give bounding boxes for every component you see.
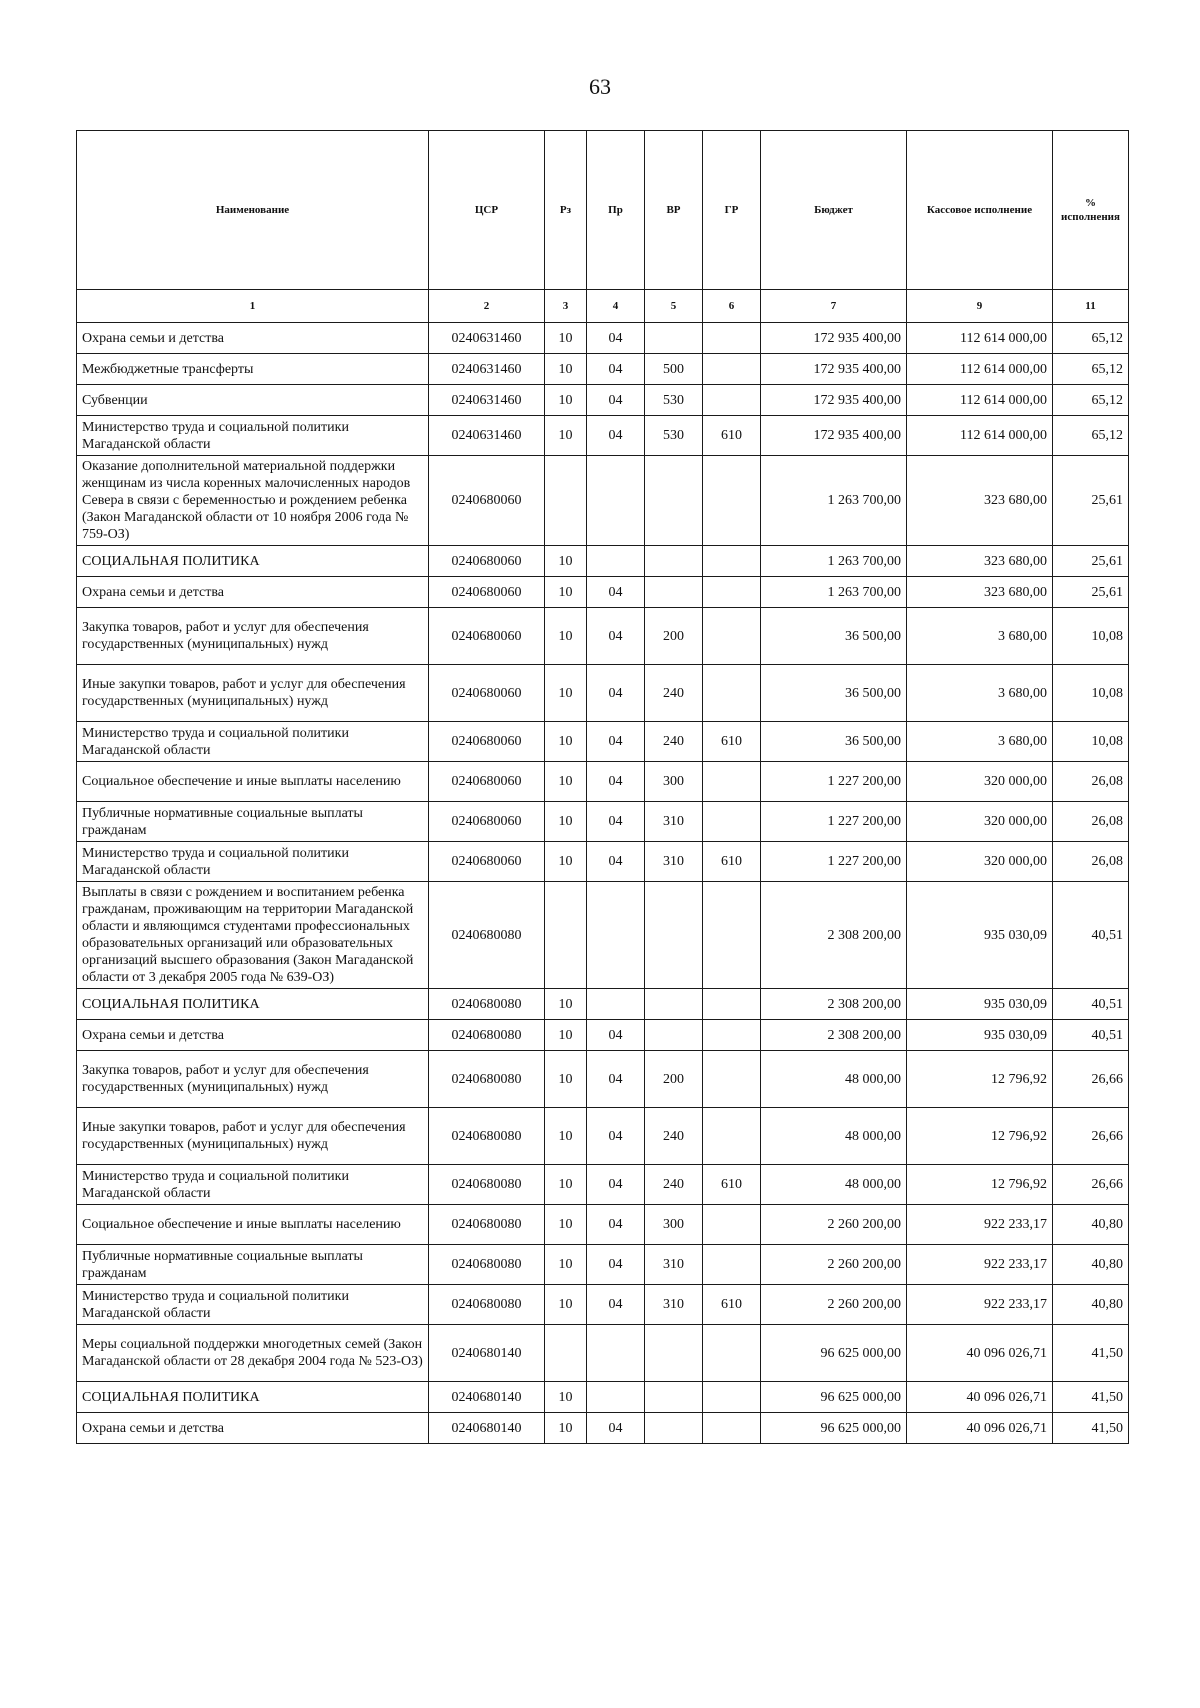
cell-cash-execution: 320 000,00 — [907, 762, 1053, 802]
cell-csr: 0240680060 — [429, 762, 545, 802]
cell-gr — [703, 546, 761, 577]
cell-execution-percent: 65,12 — [1053, 416, 1129, 456]
cell-csr: 0240680080 — [429, 1020, 545, 1051]
cell-rz: 10 — [545, 1245, 587, 1285]
cell-budget: 2 308 200,00 — [761, 1020, 907, 1051]
cell-pr: 04 — [587, 385, 645, 416]
cell-budget: 1 227 200,00 — [761, 762, 907, 802]
cell-csr: 0240680080 — [429, 989, 545, 1020]
table-row — [77, 1325, 1129, 1382]
cell-pr — [587, 1325, 645, 1382]
cell-gr: 610 — [703, 1165, 761, 1205]
cell-cash-execution: 320 000,00 — [907, 842, 1053, 882]
cell-gr — [703, 354, 761, 385]
cell-csr: 0240680140 — [429, 1325, 545, 1382]
cell-csr: 0240680060 — [429, 722, 545, 762]
cell-pr — [587, 989, 645, 1020]
cell-name: Субвенции — [77, 385, 429, 416]
cell-pr — [587, 456, 645, 546]
cell-gr — [703, 1020, 761, 1051]
cell-rz: 10 — [545, 989, 587, 1020]
header-vr: ВР — [645, 131, 703, 290]
cell-csr: 0240680060 — [429, 456, 545, 546]
cell-gr — [703, 456, 761, 546]
cell-name: СОЦИАЛЬНАЯ ПОЛИТИКА — [77, 989, 429, 1020]
cell-rz: 10 — [545, 1413, 587, 1444]
cell-csr: 0240680140 — [429, 1413, 545, 1444]
cell-vr — [645, 546, 703, 577]
cell-rz: 10 — [545, 762, 587, 802]
cell-gr: 610 — [703, 416, 761, 456]
cell-execution-percent: 26,08 — [1053, 842, 1129, 882]
cell-cash-execution: 40 096 026,71 — [907, 1382, 1053, 1413]
cell-csr: 0240680080 — [429, 1205, 545, 1245]
cell-vr: 530 — [645, 416, 703, 456]
table-row — [77, 842, 1129, 882]
table-row — [77, 1020, 1129, 1051]
cell-csr: 0240680060 — [429, 577, 545, 608]
table-row — [77, 1205, 1129, 1245]
cell-rz: 10 — [545, 1165, 587, 1205]
cell-pr: 04 — [587, 1245, 645, 1285]
table-body — [77, 323, 1129, 1444]
cell-name: Социальное обеспечение и иные выплаты населению — [77, 762, 429, 802]
cell-execution-percent: 25,61 — [1053, 577, 1129, 608]
cell-pr: 04 — [587, 1020, 645, 1051]
cell-gr — [703, 385, 761, 416]
cell-cash-execution: 323 680,00 — [907, 546, 1053, 577]
column-number: 9 — [907, 290, 1053, 323]
cell-budget: 2 260 200,00 — [761, 1245, 907, 1285]
cell-name: Министерство труда и социальной политики Магаданской области — [77, 722, 429, 762]
cell-rz: 10 — [545, 385, 587, 416]
table-row — [77, 546, 1129, 577]
table-row — [77, 577, 1129, 608]
cell-name: Министерство труда и социальной политики Магаданской области — [77, 416, 429, 456]
cell-csr: 0240680080 — [429, 1108, 545, 1165]
cell-budget: 172 935 400,00 — [761, 354, 907, 385]
table-row — [77, 354, 1129, 385]
cell-gr — [703, 1325, 761, 1382]
cell-vr — [645, 323, 703, 354]
cell-vr: 530 — [645, 385, 703, 416]
cell-csr: 0240631460 — [429, 323, 545, 354]
cell-pr — [587, 546, 645, 577]
table-row — [77, 385, 1129, 416]
table-row — [77, 762, 1129, 802]
cell-gr — [703, 762, 761, 802]
cell-gr — [703, 802, 761, 842]
table-row — [77, 802, 1129, 842]
cell-gr — [703, 989, 761, 1020]
cell-gr — [703, 882, 761, 989]
cell-csr: 0240631460 — [429, 385, 545, 416]
cell-gr — [703, 1413, 761, 1444]
cell-cash-execution: 922 233,17 — [907, 1285, 1053, 1325]
cell-vr: 200 — [645, 608, 703, 665]
cell-cash-execution: 112 614 000,00 — [907, 416, 1053, 456]
cell-vr: 310 — [645, 1285, 703, 1325]
cell-vr: 310 — [645, 842, 703, 882]
cell-csr: 0240680060 — [429, 842, 545, 882]
table-row — [77, 1285, 1129, 1325]
table-row — [77, 989, 1129, 1020]
cell-cash-execution: 320 000,00 — [907, 802, 1053, 842]
cell-rz: 10 — [545, 1108, 587, 1165]
table-row — [77, 323, 1129, 354]
header-row — [77, 131, 1129, 290]
cell-name: СОЦИАЛЬНАЯ ПОЛИТИКА — [77, 1382, 429, 1413]
cell-vr — [645, 1020, 703, 1051]
cell-cash-execution: 112 614 000,00 — [907, 385, 1053, 416]
cell-cash-execution: 935 030,09 — [907, 1020, 1053, 1051]
cell-gr: 610 — [703, 1285, 761, 1325]
cell-vr — [645, 1382, 703, 1413]
table-row — [77, 722, 1129, 762]
cell-execution-percent: 40,51 — [1053, 882, 1129, 989]
cell-cash-execution: 323 680,00 — [907, 456, 1053, 546]
cell-budget: 36 500,00 — [761, 722, 907, 762]
cell-cash-execution: 922 233,17 — [907, 1245, 1053, 1285]
cell-csr: 0240680080 — [429, 1285, 545, 1325]
cell-name: Иные закупки товаров, работ и услуг для обеспечения государственных (муниципальных) нужд — [77, 1108, 429, 1165]
cell-cash-execution: 3 680,00 — [907, 722, 1053, 762]
cell-budget: 2 308 200,00 — [761, 989, 907, 1020]
cell-csr: 0240631460 — [429, 416, 545, 456]
cell-name: Выплаты в связи с рождением и воспитанием ребенка гражданам, проживающим на территории Магаданской области и являющимся студентами профессиональных образовательных организаций или образовательных организаций высшего образования (Закон Магаданской области от 3 декабря 2005 года № 639-ОЗ) — [77, 882, 429, 989]
cell-rz: 10 — [545, 416, 587, 456]
cell-pr: 04 — [587, 1108, 645, 1165]
cell-cash-execution: 40 096 026,71 — [907, 1413, 1053, 1444]
header-csr: ЦСР — [429, 131, 545, 290]
cell-execution-percent: 10,08 — [1053, 722, 1129, 762]
cell-csr: 0240680080 — [429, 882, 545, 989]
cell-vr — [645, 989, 703, 1020]
cell-gr — [703, 1205, 761, 1245]
cell-execution-percent: 40,80 — [1053, 1285, 1129, 1325]
cell-cash-execution: 40 096 026,71 — [907, 1325, 1053, 1382]
cell-execution-percent: 25,61 — [1053, 546, 1129, 577]
cell-name: Публичные нормативные социальные выплаты гражданам — [77, 1245, 429, 1285]
column-number: 5 — [645, 290, 703, 323]
cell-name: Межбюджетные трансферты — [77, 354, 429, 385]
cell-rz: 10 — [545, 1285, 587, 1325]
cell-name: Охрана семьи и детства — [77, 577, 429, 608]
table-row — [77, 1108, 1129, 1165]
cell-execution-percent: 40,80 — [1053, 1245, 1129, 1285]
cell-pr — [587, 1382, 645, 1413]
table-row — [77, 456, 1129, 546]
table-row — [77, 882, 1129, 989]
cell-rz: 10 — [545, 1020, 587, 1051]
cell-vr — [645, 1325, 703, 1382]
cell-rz — [545, 456, 587, 546]
cell-name: Министерство труда и социальной политики Магаданской области — [77, 842, 429, 882]
header-pr: Пр — [587, 131, 645, 290]
cell-vr: 240 — [645, 1108, 703, 1165]
cell-rz: 10 — [545, 546, 587, 577]
cell-gr — [703, 608, 761, 665]
cell-execution-percent: 65,12 — [1053, 354, 1129, 385]
cell-budget: 1 263 700,00 — [761, 546, 907, 577]
cell-name: Меры социальной поддержки многодетных семей (Закон Магаданской области от 28 декабря 2004 года № 523-ОЗ) — [77, 1325, 429, 1382]
cell-execution-percent: 26,08 — [1053, 762, 1129, 802]
cell-budget: 1 227 200,00 — [761, 842, 907, 882]
cell-pr: 04 — [587, 1205, 645, 1245]
cell-budget: 96 625 000,00 — [761, 1382, 907, 1413]
cell-name: Публичные нормативные социальные выплаты гражданам — [77, 802, 429, 842]
cell-rz: 10 — [545, 842, 587, 882]
cell-csr: 0240680060 — [429, 665, 545, 722]
cell-gr — [703, 665, 761, 722]
cell-rz — [545, 1325, 587, 1382]
cell-execution-percent: 40,80 — [1053, 1205, 1129, 1245]
cell-gr: 610 — [703, 722, 761, 762]
cell-budget: 172 935 400,00 — [761, 323, 907, 354]
cell-gr — [703, 1245, 761, 1285]
cell-csr: 0240680060 — [429, 546, 545, 577]
cell-rz: 10 — [545, 802, 587, 842]
cell-name: Социальное обеспечение и иные выплаты населению — [77, 1205, 429, 1245]
cell-vr: 300 — [645, 1205, 703, 1245]
table-row — [77, 665, 1129, 722]
cell-budget: 2 260 200,00 — [761, 1205, 907, 1245]
cell-csr: 0240680080 — [429, 1051, 545, 1108]
cell-vr: 310 — [645, 1245, 703, 1285]
cell-rz — [545, 882, 587, 989]
table-row — [77, 608, 1129, 665]
cell-cash-execution: 3 680,00 — [907, 665, 1053, 722]
cell-cash-execution: 935 030,09 — [907, 989, 1053, 1020]
cell-pr — [587, 882, 645, 989]
cell-pr: 04 — [587, 762, 645, 802]
cell-budget: 96 625 000,00 — [761, 1325, 907, 1382]
header-rz: Рз — [545, 131, 587, 290]
page-number: 63 — [589, 74, 611, 99]
cell-pr: 04 — [587, 1051, 645, 1108]
cell-name: Министерство труда и социальной политики Магаданской области — [77, 1285, 429, 1325]
cell-vr — [645, 577, 703, 608]
header-gr: ГР — [703, 131, 761, 290]
cell-vr: 240 — [645, 722, 703, 762]
cell-pr: 04 — [587, 577, 645, 608]
cell-name: Закупка товаров, работ и услуг для обеспечения государственных (муниципальных) нужд — [77, 608, 429, 665]
cell-execution-percent: 65,12 — [1053, 385, 1129, 416]
cell-pr: 04 — [587, 842, 645, 882]
cell-rz: 10 — [545, 608, 587, 665]
cell-budget: 2 260 200,00 — [761, 1285, 907, 1325]
cell-execution-percent: 26,66 — [1053, 1108, 1129, 1165]
cell-vr — [645, 1413, 703, 1444]
cell-pr: 04 — [587, 802, 645, 842]
cell-csr: 0240631460 — [429, 354, 545, 385]
column-number: 7 — [761, 290, 907, 323]
cell-cash-execution: 112 614 000,00 — [907, 354, 1053, 385]
cell-name: Оказание дополнительной материальной поддержки женщинам из числа коренных малочисленных народов Севера в связи с беременностью и рождением ребенка (Закон Магаданской области от 10 ноября 2006 года № 759-ОЗ) — [77, 456, 429, 546]
cell-pr: 04 — [587, 1285, 645, 1325]
cell-pr: 04 — [587, 1165, 645, 1205]
cell-budget: 48 000,00 — [761, 1108, 907, 1165]
cell-execution-percent: 40,51 — [1053, 989, 1129, 1020]
cell-gr — [703, 323, 761, 354]
cell-vr: 200 — [645, 1051, 703, 1108]
column-number: 4 — [587, 290, 645, 323]
cell-name: Охрана семьи и детства — [77, 323, 429, 354]
cell-name: Министерство труда и социальной политики Магаданской области — [77, 1165, 429, 1205]
cell-pr: 04 — [587, 665, 645, 722]
table-row — [77, 1165, 1129, 1205]
header-name: Наименование — [77, 131, 429, 290]
cell-pr: 04 — [587, 608, 645, 665]
table-row — [77, 1051, 1129, 1108]
cell-execution-percent: 41,50 — [1053, 1325, 1129, 1382]
cell-execution-percent: 10,08 — [1053, 608, 1129, 665]
cell-gr — [703, 1108, 761, 1165]
cell-rz: 10 — [545, 354, 587, 385]
cell-gr — [703, 1051, 761, 1108]
cell-pr: 04 — [587, 1413, 645, 1444]
cell-cash-execution: 12 796,92 — [907, 1051, 1053, 1108]
column-number: 3 — [545, 290, 587, 323]
cell-name: Охрана семьи и детства — [77, 1413, 429, 1444]
cell-name: Иные закупки товаров, работ и услуг для обеспечения государственных (муниципальных) нужд — [77, 665, 429, 722]
cell-name: Охрана семьи и детства — [77, 1020, 429, 1051]
cell-csr: 0240680140 — [429, 1382, 545, 1413]
header-cash-execution: Кассовое исполнение — [907, 131, 1053, 290]
cell-vr: 500 — [645, 354, 703, 385]
cell-budget: 96 625 000,00 — [761, 1413, 907, 1444]
cell-vr — [645, 456, 703, 546]
cell-cash-execution: 3 680,00 — [907, 608, 1053, 665]
cell-pr: 04 — [587, 416, 645, 456]
cell-cash-execution: 323 680,00 — [907, 577, 1053, 608]
cell-gr — [703, 1382, 761, 1413]
column-number: 11 — [1053, 290, 1129, 323]
cell-execution-percent: 25,61 — [1053, 456, 1129, 546]
cell-pr: 04 — [587, 323, 645, 354]
cell-budget: 1 227 200,00 — [761, 802, 907, 842]
column-number: 6 — [703, 290, 761, 323]
cell-rz: 10 — [545, 665, 587, 722]
cell-vr: 310 — [645, 802, 703, 842]
cell-budget: 1 263 700,00 — [761, 577, 907, 608]
column-number: 1 — [77, 290, 429, 323]
cell-csr: 0240680060 — [429, 608, 545, 665]
cell-cash-execution: 12 796,92 — [907, 1108, 1053, 1165]
cell-rz: 10 — [545, 1382, 587, 1413]
cell-gr — [703, 577, 761, 608]
cell-execution-percent: 40,51 — [1053, 1020, 1129, 1051]
cell-rz: 10 — [545, 1051, 587, 1108]
cell-cash-execution: 12 796,92 — [907, 1165, 1053, 1205]
cell-gr: 610 — [703, 842, 761, 882]
table-row — [77, 416, 1129, 456]
cell-budget: 48 000,00 — [761, 1165, 907, 1205]
cell-budget: 36 500,00 — [761, 608, 907, 665]
cell-vr: 240 — [645, 1165, 703, 1205]
header-execution-percent: % исполнения — [1053, 131, 1129, 290]
cell-rz: 10 — [545, 323, 587, 354]
cell-rz: 10 — [545, 722, 587, 762]
cell-vr — [645, 882, 703, 989]
cell-rz: 10 — [545, 577, 587, 608]
cell-name: Закупка товаров, работ и услуг для обеспечения государственных (муниципальных) нужд — [77, 1051, 429, 1108]
cell-csr: 0240680080 — [429, 1165, 545, 1205]
cell-cash-execution: 112 614 000,00 — [907, 323, 1053, 354]
cell-budget: 1 263 700,00 — [761, 456, 907, 546]
header-budget: Бюджет — [761, 131, 907, 290]
column-number: 2 — [429, 290, 545, 323]
column-number-row — [77, 290, 1129, 323]
cell-pr: 04 — [587, 354, 645, 385]
cell-cash-execution: 935 030,09 — [907, 882, 1053, 989]
cell-budget: 2 308 200,00 — [761, 882, 907, 989]
cell-budget: 172 935 400,00 — [761, 416, 907, 456]
table-row — [77, 1245, 1129, 1285]
cell-budget: 48 000,00 — [761, 1051, 907, 1108]
cell-execution-percent: 26,08 — [1053, 802, 1129, 842]
cell-budget: 36 500,00 — [761, 665, 907, 722]
cell-rz: 10 — [545, 1205, 587, 1245]
cell-execution-percent: 65,12 — [1053, 323, 1129, 354]
cell-csr: 0240680060 — [429, 802, 545, 842]
cell-vr: 300 — [645, 762, 703, 802]
cell-csr: 0240680080 — [429, 1245, 545, 1285]
table-row — [77, 1413, 1129, 1444]
budget-execution-table — [76, 130, 1129, 1444]
table-row — [77, 1382, 1129, 1413]
cell-pr: 04 — [587, 722, 645, 762]
cell-name: СОЦИАЛЬНАЯ ПОЛИТИКА — [77, 546, 429, 577]
cell-vr: 240 — [645, 665, 703, 722]
cell-execution-percent: 41,50 — [1053, 1413, 1129, 1444]
cell-execution-percent: 41,50 — [1053, 1382, 1129, 1413]
cell-execution-percent: 10,08 — [1053, 665, 1129, 722]
cell-execution-percent: 26,66 — [1053, 1165, 1129, 1205]
cell-budget: 172 935 400,00 — [761, 385, 907, 416]
cell-cash-execution: 922 233,17 — [907, 1205, 1053, 1245]
cell-execution-percent: 26,66 — [1053, 1051, 1129, 1108]
